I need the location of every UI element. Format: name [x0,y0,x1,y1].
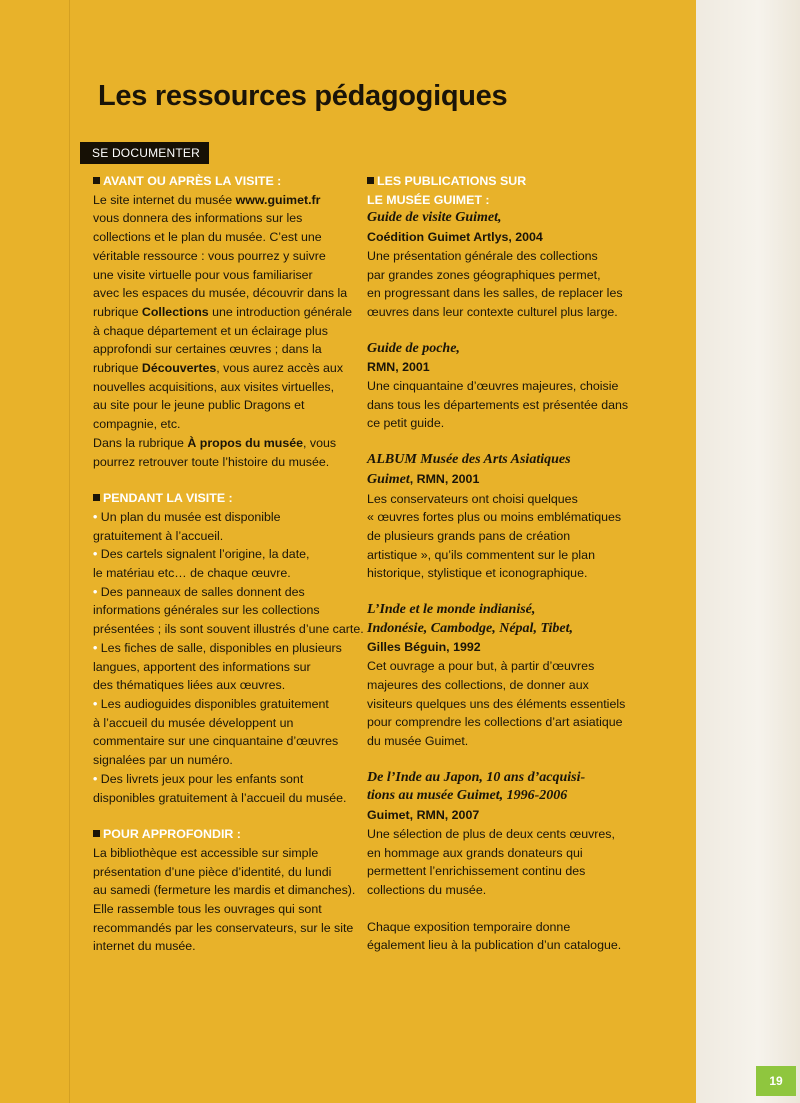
publication-title: De l’Inde au Japon, 10 ans d’acquisi- [367,769,586,785]
list-item: • Les audioguides disponibles gratuitement [93,696,329,711]
publication-publisher: Gilles Béguin, 1992 [367,640,481,655]
heading-pendant: PENDANT LA VISITE : [93,489,355,508]
publication-title: ALBUM Musée des Arts Asiatiques [367,452,571,468]
publication-title: Guimet [367,471,410,487]
bullet-dot-icon: • [93,584,98,599]
square-bullet-icon [93,177,100,184]
square-bullet-icon [93,494,100,501]
bullet-dot-icon: • [93,696,98,711]
publication-publisher: RMN, 2001 [367,360,430,375]
page-title: Les ressources pédagogiques [98,80,508,112]
section-tag: SE DOCUMENTER [80,142,209,164]
list-item: • Des panneaux de salles donnent des [93,584,305,599]
bullet-dot-icon: • [93,509,98,524]
bullet-dot-icon: • [93,771,98,786]
bullet-dot-icon: • [93,547,98,562]
publication-publisher: , RMN, 2001 [409,471,480,486]
website-link[interactable]: www.guimet.fr [235,192,321,207]
publication-title: Guide de visite Guimet, [367,210,502,226]
left-column: AVANT OU APRÈS LA VISITE : Le site internet du musée www.guimet.fr vous donnera des informations sur les collections et le plan du musée. C’est une véritable ressource : vous pourrez y suivre une visite virtuelle pour vous familiariser avec les espaces du musée, découvrir dans la rubrique Collections une introduction générale à chaque département et un éclairage plus approfondi sur certaines œuvres ; dans la rubrique Découvertes, vous aurez accès aux nouvelles acquisitions, aux visites virtuelles, au site pour le jeune public Dragons et compagnie, etc. Dans la rubrique À propos du musée, vous pourrez retrouver toute l’histoire du musée. PENDANT LA VISITE : • Un plan du musée est disponible gratuitement à l’accueil. • Des cartels signalent l’origine, la date, le matériau etc… de chaque œuvre. • Des panneaux de salles donnent des informations générales sur les collections présentées ; ils sont souvent illustrés d’une carte. • Les fiches de salle, disponibles en plusieurs langues, apportent des informations sur des thématiques liées aux œuvres. • Les audioguides disponibles gratuitement à l’accueil du musée développent un commentaire sur une cinquantaine d’œuvres signalées par un numéro. • Des livrets jeux pour les enfants sont disponibles gratuitement à l’accueil du musée. POUR APPROFONDIR : La bibliothèque est accessible sur simple présentation d’une pièce d’identité, du lundi au samedi (fermeture les mardis et dimanches). Elle rassemble tous les ouvrages qui sont recommandés par les conservateurs, sur le site internet du musée. [93,174,364,954]
publication-title: Guide de poche, [367,340,460,356]
publication-title: Indonésie, Cambodge, Népal, Tibet, [367,620,573,636]
heading-publications: LES PUBLICATIONS SUR [367,172,629,191]
publication-publisher: Guimet, RMN, 2007 [367,808,480,823]
closing-text: également lieu à la publication d’un catalogue. [367,938,622,953]
list-item: • Des cartels signalent l’origine, la date, [93,547,310,562]
publication-title: L’Inde et le monde indianisé, [367,602,536,618]
page-gutter [696,0,800,1103]
fold-line [69,0,70,1103]
right-column: LES PUBLICATIONS SUR LE MUSÉE GUIMET : Guide de visite Guimet, Coédition Guimet Artlys, 2004 Une présentation générale des collections par grandes zones géographiques permet, en progressant dans les salles, de replacer les œuvres dans leur contexte culturel plus large. Guide de poche, RMN, 2001 Une cinquantaine d’œuvres majeures, choisie dans tous les départements est présentée dans ce petit guide. ALBUM Musée des Arts Asiatiques Guimet, RMN, 2001 Les conservateurs ont choisi quelques « œuvres fortes plus ou moins emblématiques de plusieurs grands pans de création artistique », qu’ils commentent sur le plan historique, stylistique et iconographique. L’Inde et le monde indianisé, Indonésie, Cambodge, Népal, Tibet, Gilles Béguin, 1992 Cet ouvrage a pour but, à partir d’œuvres majeures des collections, de donner aux visiteurs quelques uns des éléments essentiels pour comprendre les collections d’art asiatique du musée Guimet. De l’Inde au Japon, 10 ans d’acquisi- tions au musée Guimet, 1996-2006 Guimet, RMN, 2007 Une sélection de plus de deux cents œuvres, en hommage aux grands donateurs qui permettent l’enrichissement continu des collections du musée. Chaque exposition temporaire donne également lieu à la publication d’un catalogue. [367,172,629,955]
bullet-dot-icon: • [93,640,98,655]
publication-publisher: Coédition Guimet Artlys, 2004 [367,230,543,245]
heading-avant: AVANT OU APRÈS LA VISITE : [93,172,355,191]
square-bullet-icon [367,177,374,184]
square-bullet-icon [93,830,100,837]
closing-text: Chaque exposition temporaire donne [367,919,571,934]
list-item: • Des livrets jeux pour les enfants sont [93,771,304,786]
list-item: • Les fiches de salle, disponibles en plusieurs [93,640,342,655]
page-number: 19 [756,1066,796,1096]
list-item: • Un plan du musée est disponible [93,509,281,524]
heading-approfondir: POUR APPROFONDIR : [93,825,355,844]
publication-title: tions au musée Guimet, 1996-2006 [367,788,568,804]
